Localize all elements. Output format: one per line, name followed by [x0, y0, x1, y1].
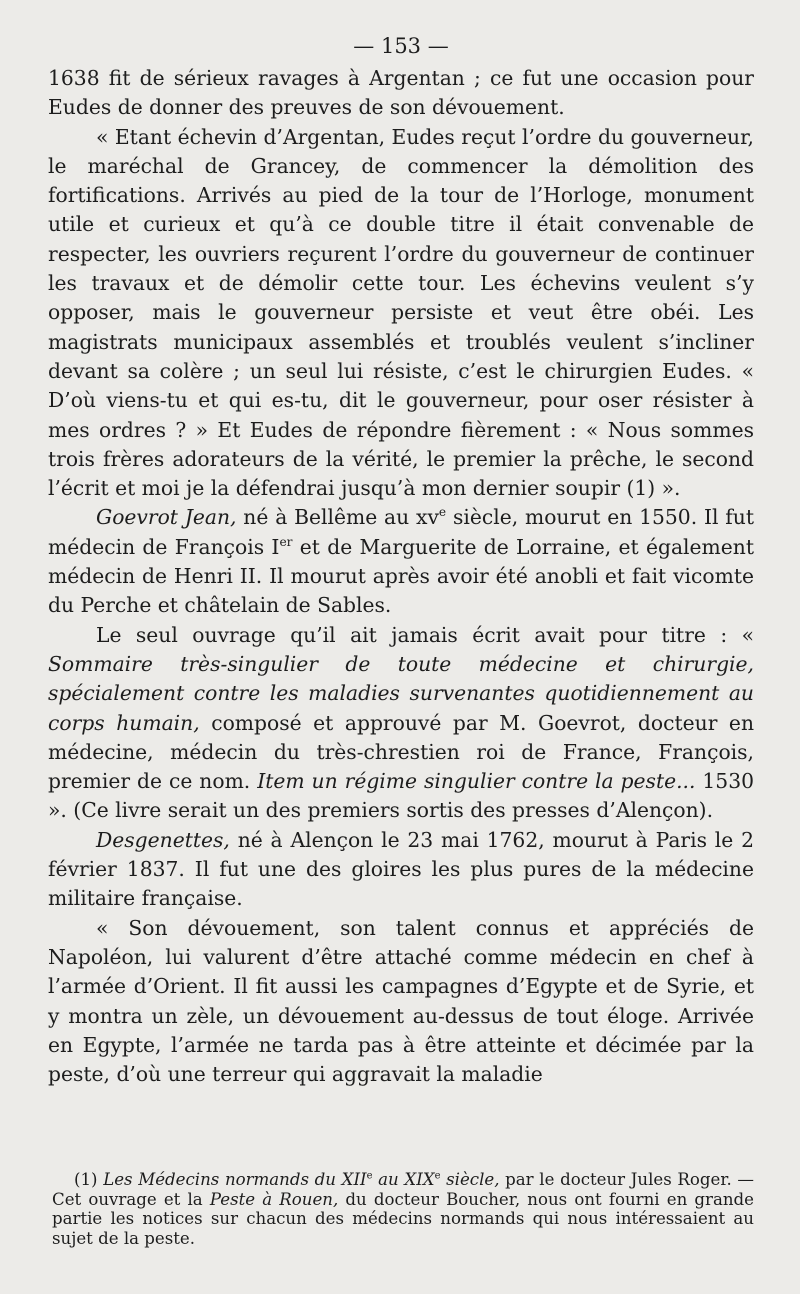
- paragraph-2: « Etant échevin d’Argentan, Eudes reçut l’ordre du gouverneur, le maréchal de Grancey, de commencer la démolition des fortifications. Arrivés au pied de la tour de l’Horloge, monument utile et curieux et qu’à ce double titre il était convenable de respecter, les ouvriers reçurent l’ordre du gouverneur de continuer les travaux et de démolir cette tour. Les échevins veulent s’y opposer, mais le gouverneur persiste et veut être obéi. Les magistrats municipaux assemblés et troublés veulent s’incliner devant sa colère ; un seul lui résiste, c’est le chirurgien Eudes. « D’où viens-tu et qui es-tu, dit le gouverneur, pour oser résister à mes ordres ? » Et Eudes de répondre fièrement : « Nous sommes trois frères adorateurs de la vérité, le premier la prêche, le second l’écrit et moi je la défendrai jusqu’à mon dernier soupir (1) ».: [48, 124, 754, 501]
- physician-name-goevrot: Goevrot Jean,: [96, 505, 237, 530]
- paragraph-3: Goevrot Jean, né à Bellême au $xv^e$ siècle, mourut en 1550. Il fut médecin de François Ier et de Marguerite de Lorraine, et également médecin de Henri II. Il mourut après avoir été anobli et fait vicomte du Perche et châtelain de Sables.: [48, 505, 754, 618]
- paragraph-6: « Son dévouement, son talent connus et appréciés de Napoléon, lui valurent d’être attaché comme médecin en chef à l’armée d’Orient. Il fit aussi les campagnes d’Egypte et de Syrie, et y montra un zèle, un dévouement au-dessus de tout éloge. Arrivée en Egypte, l’armée ne tarda pas à être atteinte et décimée par la peste, d’où une terreur qui aggravait la maladie: [48, 915, 754, 1087]
- footnote-marker: (1): [74, 1170, 104, 1189]
- physician-name-desgenettes: Desgenettes,: [96, 827, 230, 852]
- book-title-regime: Item un régime singulier contre la peste...: [257, 769, 696, 794]
- book-title-sommaire: Sommaire très-singulier de toute médecine et chirurgie, spécialement contre les maladies survenantes quotidiennement au corps humain,: [48, 651, 754, 735]
- paragraph-4: Le seul ouvrage qu’il ait jamais écrit avait pour titre : « Sommaire très-singulier de toute médecine et chirurgie, spécialement contre les maladies survenantes quotidiennement au corps humain, composé et approuvé par M. Goevrot, docteur en médecine, médecin du très-chrestien roi de France, François, premier de ce nom. Item un régime singulier contre la peste... 1530 ». (Ce livre serait un des premiers sortis des presses d’Alençon).: [48, 622, 755, 823]
- paragraph-5: Desgenettes, né à Alençon le 23 mai 1762, mourut à Paris le 2 février 1837. Il fut une des gloires les plus pures de la médecine militaire française.: [48, 827, 754, 911]
- paragraph-1: 1638 fit de sérieux ravages à Argentan ; ce fut une occasion pour Eudes de donner des preuves de son dévouement.: [48, 66, 754, 120]
- footnote-1: (1) Les Médecins normands du XIIe au XIXe siècle, par le docteur Jules Roger. — Cet ouvrage et la Peste à Rouen, du docteur Boucher, nous ont fourni en grande partie les notices sur chacun des médecins normands qui nous intéressaient au sujet de la peste.: [52, 1170, 755, 1248]
- body-text: [48, 64, 754, 1089]
- footnote: [52, 1170, 754, 1248]
- page-number: — 153 —: [353, 34, 449, 58]
